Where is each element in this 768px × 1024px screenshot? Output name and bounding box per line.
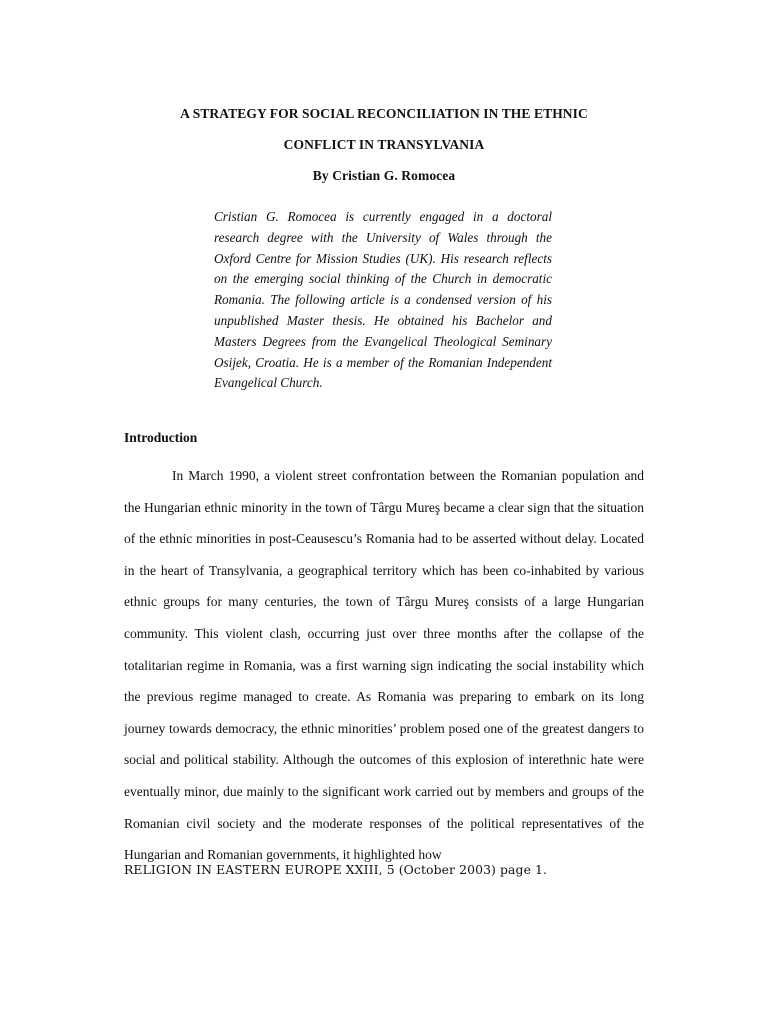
page-footer: RELIGION IN EASTERN EUROPE XXIII, 5 (October 2003) page 1.	[124, 862, 548, 877]
section-heading: Introduction	[124, 430, 198, 445]
title-line-2: CONFLICT IN TRANSYLVANIA	[283, 137, 485, 152]
author-byline: By Cristian G. Romocea	[312, 168, 456, 183]
title-line-1: A STRATEGY FOR SOCIAL RECONCILIATION IN THE ETHNIC	[180, 106, 588, 121]
body-paragraph: In March 1990, a violent street confrontation between the Romanian population and the Hungarian ethnic minority in the town of Târgu Mureş became a clear sign that the situation of the ethnic minorities in post-Ceausescu’s Romania had to be asserted without delay. Located in the heart of Transylvania, a geographical territory which has been co-inhabited by various ethnic groups for many centuries, the town of Târgu Mureş consists of a large Hungarian community. This violent clash, occurring just over three months after the collapse of the totalitarian regime in Romania, was a first warning sign indicating the social instability which the previous regime managed to create. As Romania was preparing to embark on its long journey towards democracy, the ethnic minorities’ problem posed one of the greatest dangers to social and political stability. Although the outcomes of this explosion of interethnic hate were eventually minor, due mainly to the significant work carried out by members and groups of the Romanian civil society and the moderate responses of the political representatives of the Hungarian and Romanian governments, it highlighted how	[124, 468, 644, 863]
author-abstract: Cristian G. Romocea is currently engaged in a doctoral research degree with the University of Wales through the Oxford Centre for Mission Studies (UK). His research reflects on the emerging social thinking of the Church in democratic Romania. The following article is a condensed version of his unpublished Master thesis. He obtained his Bachelor and Masters Degrees from the Evangelical Theological Seminary Osijek, Croatia. He is a member of the Romanian Independent Evangelical Church.	[214, 209, 552, 391]
